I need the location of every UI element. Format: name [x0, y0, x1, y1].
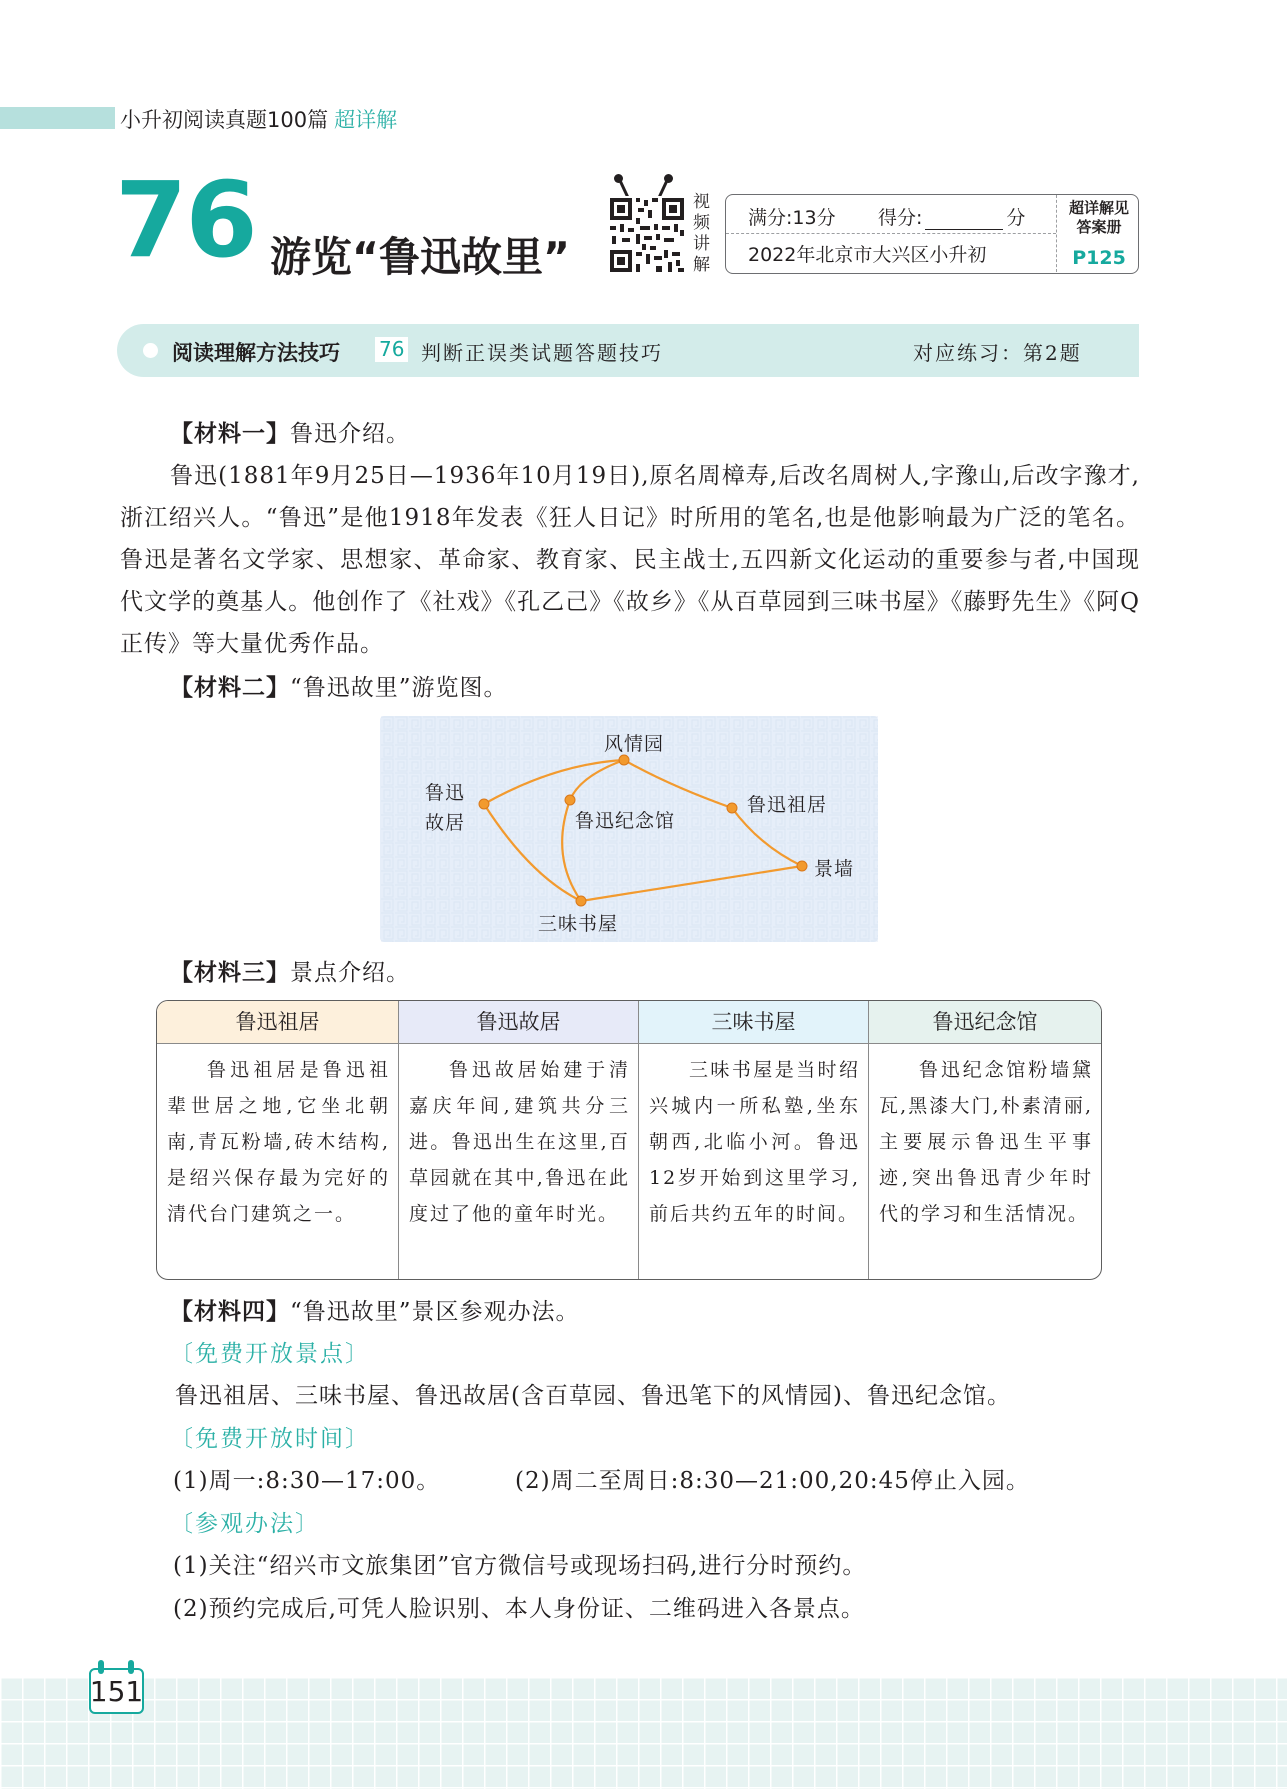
material-4-title: “鲁迅故里”景区参观办法。	[290, 1299, 580, 1325]
score-box	[725, 194, 1139, 274]
score-field[interactable]	[878, 203, 1025, 230]
material-1-text: 鲁迅(1881年9月25日—1936年10月19日),原名周樟寿,后改名周树人,字豫山,后改字豫才,浙江绍兴人。“鲁迅”是他1918年发表《狂人日记》时所用的笔名,也是他影响最为广泛的笔名。鲁迅是著名文学家、思想家、革命家、教育家、民主战士,五四新文化运动的重要参与者,中国现代文学的奠基人。他创作了《社戏》《孔乙己》《故乡》《从百草园到三味书屋》《藤野先生》《阿Q正传》等大量优秀作品。	[120, 463, 1140, 657]
table-column	[869, 1001, 1101, 1279]
material-1-label: 【材料一】	[170, 421, 290, 447]
qr-label-char: 解	[693, 255, 710, 275]
score-divider-vertical	[1056, 195, 1057, 272]
table-header-cell: 鲁迅祖居	[157, 1001, 398, 1044]
material-2-label: 【材料二】	[170, 675, 290, 701]
tour-map	[380, 716, 878, 942]
lesson-title: 游览“鲁迅故里”	[270, 233, 570, 281]
map-label-guju-2: 故居	[425, 812, 466, 834]
scenic-table	[156, 1000, 1102, 1280]
qr-video-label	[693, 192, 715, 276]
answer-label-line-1: 超详解见	[1068, 199, 1129, 217]
node-guju	[479, 799, 489, 809]
score-label: 得分:	[878, 207, 923, 229]
table-cell: 鲁迅纪念馆粉墙黛瓦,黑漆大门,朴素清丽,主要展示鲁迅生平事迹,突出鲁迅青少年时代的学习和生活情况。	[879, 1059, 1093, 1225]
map-label-sanweishuwu: 三味书屋	[538, 913, 619, 935]
header-accent-bar	[0, 107, 115, 129]
score-unit: 分	[1006, 207, 1026, 229]
material-4-heading	[170, 1291, 580, 1333]
table-column	[157, 1001, 399, 1279]
material-3-label: 【材料三】	[170, 960, 290, 986]
node-jingqiang	[797, 861, 807, 871]
table-header-cell: 鲁迅故居	[399, 1001, 638, 1044]
map-label-jingqiang: 景墙	[814, 858, 855, 880]
node-fengqingyuan	[619, 755, 629, 765]
map-label-fengqingyuan: 风情园	[604, 733, 665, 755]
book-title	[120, 104, 397, 134]
table-header-cell: 鲁迅纪念馆	[869, 1001, 1101, 1044]
qr-label-char: 讲	[693, 234, 710, 254]
material-2-title: “鲁迅故里”游览图。	[290, 675, 508, 701]
method-name: 判断正误类试题答题技巧	[421, 341, 663, 365]
page-number: 151	[89, 1675, 144, 1708]
subheading-open-hours: 〔免费开放时间〕	[170, 1426, 370, 1452]
subheading-visit-method: 〔参观办法〕	[170, 1511, 320, 1537]
material-1-title: 鲁迅介绍。	[290, 421, 410, 447]
answer-page: P125	[1072, 247, 1126, 269]
answer-reference	[1060, 199, 1138, 237]
score-divider-horizontal	[726, 233, 1056, 234]
subheading-free-sites: 〔免费开放景点〕	[170, 1341, 370, 1367]
node-jinianguan	[565, 795, 575, 805]
table-header-cell: 三味书屋	[639, 1001, 868, 1044]
table-cell: 鲁迅祖居是鲁迅祖辈世居之地,它坐北朝南,青瓦粉墙,砖木结构,是绍兴保存最为完好的清代台门建筑之一。	[167, 1059, 390, 1225]
bullet-dot-icon	[143, 343, 158, 358]
method-title: 阅读理解方法技巧	[172, 341, 340, 365]
open-hours-monday: (1)周一:8:30—17:00。	[173, 1468, 441, 1494]
table-column	[399, 1001, 639, 1279]
map-label-zuju: 鲁迅祖居	[747, 794, 828, 816]
full-score: 满分:13分	[748, 207, 836, 229]
map-label-jinianguan: 鲁迅纪念馆	[575, 810, 676, 832]
material-3-title: 景点介绍。	[290, 960, 410, 986]
footer-grid-pattern	[0, 1677, 1287, 1789]
free-sites-text: 鲁迅祖居、三味书屋、鲁迅故居(含百草园、鲁迅笔下的风情园)、鲁迅纪念馆。	[175, 1383, 1011, 1409]
method-practice: 对应练习：第2题	[913, 341, 1082, 365]
map-label-guju-1: 鲁迅	[425, 782, 466, 804]
qr-label-char: 频	[693, 213, 710, 233]
table-cell: 三味书屋是当时绍兴城内一所私塾,坐东朝西,北临小河。鲁迅12岁开始到这里学习,前后共约五年的时间。	[649, 1059, 860, 1225]
material-2-heading	[170, 667, 508, 709]
visit-method-1: (1)关注“绍兴市文旅集团”官方微信号或现场扫码,进行分时预约。	[173, 1553, 867, 1579]
material-3-heading	[170, 952, 410, 994]
method-number: 76	[375, 337, 408, 362]
qr-label-char: 视	[693, 192, 710, 212]
qr-code-icon[interactable]	[608, 196, 686, 274]
visit-method-2: (2)预约完成后,可凭人脸识别、本人身份证、二维码进入各景点。	[173, 1596, 865, 1622]
table-cell: 鲁迅故居始建于清嘉庆年间,建筑共分三进。鲁迅出生在这里,百草园就在其中,鲁迅在此度过了他的童年时光。	[409, 1059, 630, 1225]
book-subtitle: 超详解	[334, 108, 398, 132]
book-title-text: 小升初阅读真题100篇	[120, 108, 329, 132]
calendar-ring-left	[98, 1660, 104, 1674]
lesson-number: 76	[115, 159, 256, 281]
open-hours-weekdays: (2)周二至周日:8:30—21:00,20:45停止入园。	[515, 1468, 1030, 1494]
node-zuju	[727, 803, 737, 813]
material-4-label: 【材料四】	[170, 1299, 290, 1325]
exam-source: 2022年北京市大兴区小升初	[748, 244, 987, 266]
node-sanweishuwu	[576, 896, 586, 906]
answer-label-line-2: 答案册	[1076, 218, 1122, 236]
qr-code-graphic	[608, 196, 686, 274]
calendar-ring-right	[128, 1660, 134, 1674]
table-column	[639, 1001, 869, 1279]
material-1-heading	[170, 413, 410, 455]
score-blank[interactable]	[925, 211, 1003, 230]
